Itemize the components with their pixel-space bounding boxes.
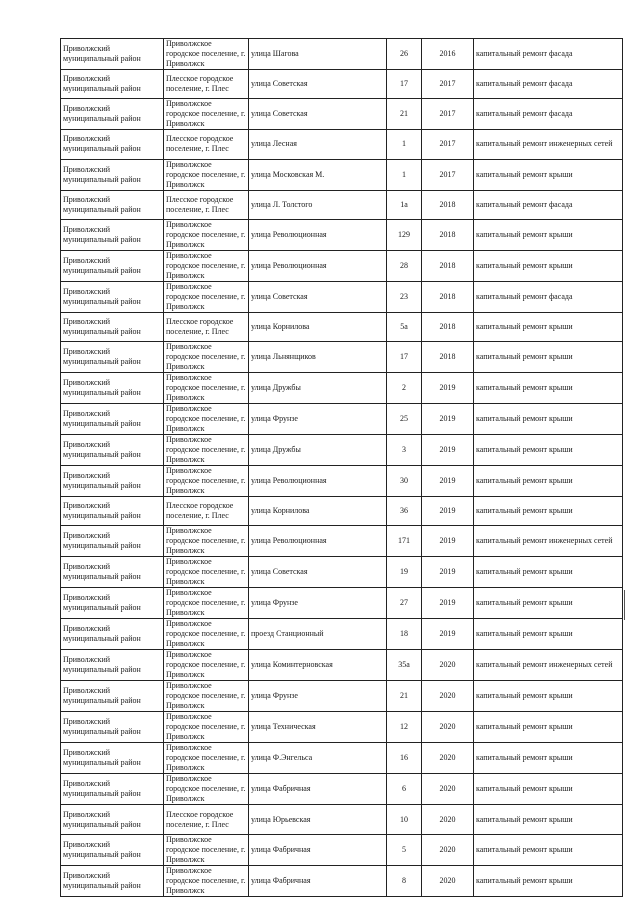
cell-house-number: 30 [387, 466, 422, 497]
cell-district: Приволжский муниципальный район [61, 250, 164, 281]
cell-settlement: Приволжское городское поселение, г. Приволжск [164, 834, 249, 865]
cell-district: Приволжский муниципальный район [61, 435, 164, 466]
cell-work-type: капитальный ремонт крыши [474, 712, 623, 743]
cell-district: Приволжский муниципальный район [61, 588, 164, 619]
cell-work-type: капитальный ремонт крыши [474, 588, 623, 619]
cell-house-number: 21 [387, 99, 422, 130]
cell-house-number: 17 [387, 342, 422, 373]
cell-work-type: капитальный ремонт инженерных сетей [474, 650, 623, 681]
cell-district: Приволжский муниципальный район [61, 130, 164, 159]
cell-district: Приволжский муниципальный район [61, 743, 164, 774]
cell-house-number: 23 [387, 281, 422, 312]
cell-work-type: капитальный ремонт крыши [474, 435, 623, 466]
cell-year: 2020 [422, 743, 474, 774]
cell-year: 2017 [422, 130, 474, 159]
table-row [61, 526, 623, 557]
cell-year: 2020 [422, 805, 474, 834]
cell-year: 2020 [422, 681, 474, 712]
cell-year: 2019 [422, 619, 474, 650]
cell-street: улица Советская [249, 70, 387, 99]
cell-settlement: Приволжское городское поселение, г. Приволжск [164, 342, 249, 373]
cell-work-type: капитальный ремонт крыши [474, 834, 623, 865]
cell-settlement: Приволжское городское поселение, г. Приволжск [164, 373, 249, 404]
registry-body [61, 39, 623, 897]
cell-street: улица Московская М. [249, 159, 387, 190]
cell-district: Приволжский муниципальный район [61, 99, 164, 130]
cell-settlement: Плесское городское поселение, г. Плес [164, 497, 249, 526]
cell-work-type: капитальный ремонт инженерных сетей [474, 526, 623, 557]
cell-settlement: Приволжское городское поселение, г. Приволжск [164, 681, 249, 712]
cell-house-number: 6 [387, 774, 422, 805]
margin-mark [624, 590, 625, 620]
cell-street: улица Советская [249, 99, 387, 130]
cell-work-type: капитальный ремонт крыши [474, 373, 623, 404]
cell-street: улица Революционная [249, 526, 387, 557]
cell-year: 2019 [422, 435, 474, 466]
cell-year: 2019 [422, 373, 474, 404]
cell-settlement: Приволжское городское поселение, г. Приволжск [164, 435, 249, 466]
cell-house-number: 25 [387, 404, 422, 435]
cell-year: 2020 [422, 834, 474, 865]
cell-work-type: капитальный ремонт крыши [474, 312, 623, 341]
cell-settlement: Приволжское городское поселение, г. Приволжск [164, 99, 249, 130]
table-row [61, 743, 623, 774]
table-row [61, 130, 623, 159]
cell-house-number: 16 [387, 743, 422, 774]
cell-street: улица Дружбы [249, 435, 387, 466]
cell-year: 2020 [422, 865, 474, 896]
table-row [61, 404, 623, 435]
cell-year: 2018 [422, 219, 474, 250]
table-row [61, 588, 623, 619]
cell-settlement: Приволжское городское поселение, г. Приволжск [164, 743, 249, 774]
cell-settlement: Плесское городское поселение, г. Плес [164, 805, 249, 834]
cell-work-type: капитальный ремонт крыши [474, 865, 623, 896]
cell-district: Приволжский муниципальный район [61, 712, 164, 743]
cell-street: проезд Станционный [249, 619, 387, 650]
cell-district: Приволжский муниципальный район [61, 557, 164, 588]
table-row [61, 834, 623, 865]
table-row [61, 312, 623, 341]
cell-street: улица Фрунзе [249, 588, 387, 619]
cell-settlement: Приволжское городское поселение, г. Приволжск [164, 250, 249, 281]
cell-year: 2019 [422, 526, 474, 557]
table-row [61, 712, 623, 743]
table-row [61, 865, 623, 896]
cell-house-number: 28 [387, 250, 422, 281]
cell-settlement: Приволжское городское поселение, г. Приволжск [164, 526, 249, 557]
cell-house-number: 36 [387, 497, 422, 526]
cell-street: улица Революционная [249, 219, 387, 250]
cell-settlement: Приволжское городское поселение, г. Приволжск [164, 281, 249, 312]
cell-settlement: Приволжское городское поселение, г. Приволжск [164, 865, 249, 896]
cell-district: Приволжский муниципальный район [61, 865, 164, 896]
cell-work-type: капитальный ремонт крыши [474, 250, 623, 281]
cell-street: улица Ф.Энгельса [249, 743, 387, 774]
cell-work-type: капитальный ремонт крыши [474, 557, 623, 588]
cell-house-number: 1 [387, 159, 422, 190]
cell-work-type: капитальный ремонт крыши [474, 342, 623, 373]
cell-street: улица Революционная [249, 466, 387, 497]
cell-district: Приволжский муниципальный район [61, 650, 164, 681]
cell-house-number: 10 [387, 805, 422, 834]
cell-district: Приволжский муниципальный район [61, 70, 164, 99]
cell-settlement: Плесское городское поселение, г. Плес [164, 70, 249, 99]
cell-street: улица Революционная [249, 250, 387, 281]
cell-year: 2018 [422, 342, 474, 373]
cell-work-type: капитальный ремонт фасада [474, 99, 623, 130]
cell-year: 2020 [422, 712, 474, 743]
cell-district: Приволжский муниципальный район [61, 281, 164, 312]
table-row [61, 466, 623, 497]
cell-house-number: 3 [387, 435, 422, 466]
table-row [61, 219, 623, 250]
cell-street: улица Фабричная [249, 834, 387, 865]
cell-year: 2019 [422, 404, 474, 435]
table-row [61, 342, 623, 373]
cell-district: Приволжский муниципальный район [61, 159, 164, 190]
cell-settlement: Плесское городское поселение, г. Плес [164, 190, 249, 219]
cell-house-number: 8 [387, 865, 422, 896]
cell-year: 2018 [422, 281, 474, 312]
cell-settlement: Приволжское городское поселение, г. Приволжск [164, 774, 249, 805]
cell-work-type: капитальный ремонт крыши [474, 619, 623, 650]
cell-street: улица Л. Толстого [249, 190, 387, 219]
cell-house-number: 1 [387, 130, 422, 159]
table-row [61, 497, 623, 526]
table-row [61, 681, 623, 712]
cell-house-number: 21 [387, 681, 422, 712]
cell-district: Приволжский муниципальный район [61, 619, 164, 650]
cell-house-number: 129 [387, 219, 422, 250]
cell-work-type: капитальный ремонт крыши [474, 743, 623, 774]
cell-street: улица Корнилова [249, 497, 387, 526]
cell-house-number: 18 [387, 619, 422, 650]
cell-year: 2020 [422, 650, 474, 681]
cell-year: 2020 [422, 774, 474, 805]
table-row [61, 99, 623, 130]
cell-work-type: капитальный ремонт крыши [474, 805, 623, 834]
cell-settlement: Приволжское городское поселение, г. Приволжск [164, 650, 249, 681]
cell-work-type: капитальный ремонт крыши [474, 159, 623, 190]
table-row [61, 190, 623, 219]
cell-work-type: капитальный ремонт фасада [474, 281, 623, 312]
table-row [61, 557, 623, 588]
cell-district: Приволжский муниципальный район [61, 39, 164, 70]
cell-year: 2016 [422, 39, 474, 70]
cell-street: улица Советская [249, 281, 387, 312]
cell-district: Приволжский муниципальный район [61, 526, 164, 557]
cell-street: улица Фрунзе [249, 404, 387, 435]
cell-street: улица Льнянщиков [249, 342, 387, 373]
cell-house-number: 12 [387, 712, 422, 743]
cell-district: Приволжский муниципальный район [61, 312, 164, 341]
cell-street: улица Фрунзе [249, 681, 387, 712]
cell-work-type: капитальный ремонт крыши [474, 774, 623, 805]
cell-district: Приволжский муниципальный район [61, 834, 164, 865]
cell-settlement: Приволжское городское поселение, г. Приволжск [164, 619, 249, 650]
table-row [61, 774, 623, 805]
cell-street: улица Фабричная [249, 865, 387, 896]
cell-house-number: 17 [387, 70, 422, 99]
cell-house-number: 171 [387, 526, 422, 557]
cell-district: Приволжский муниципальный район [61, 190, 164, 219]
table-row [61, 159, 623, 190]
cell-house-number: 27 [387, 588, 422, 619]
cell-work-type: капитальный ремонт крыши [474, 497, 623, 526]
cell-street: улица Юрьевская [249, 805, 387, 834]
cell-street: улица Дружбы [249, 373, 387, 404]
cell-year: 2017 [422, 70, 474, 99]
cell-work-type: капитальный ремонт крыши [474, 219, 623, 250]
cell-district: Приволжский муниципальный район [61, 342, 164, 373]
cell-settlement: Приволжское городское поселение, г. Приволжск [164, 404, 249, 435]
repair-registry-table [60, 38, 623, 897]
cell-street: улица Шагова [249, 39, 387, 70]
cell-street: улица Корнилова [249, 312, 387, 341]
cell-district: Приволжский муниципальный район [61, 497, 164, 526]
cell-settlement: Приволжское городское поселение, г. Приволжск [164, 712, 249, 743]
cell-street: улица Коминтерновская [249, 650, 387, 681]
cell-work-type: капитальный ремонт крыши [474, 466, 623, 497]
cell-district: Приволжский муниципальный район [61, 681, 164, 712]
cell-year: 2018 [422, 312, 474, 341]
table-row [61, 373, 623, 404]
table-row [61, 435, 623, 466]
cell-house-number: 2 [387, 373, 422, 404]
cell-district: Приволжский муниципальный район [61, 404, 164, 435]
cell-year: 2019 [422, 497, 474, 526]
cell-house-number: 19 [387, 557, 422, 588]
cell-work-type: капитальный ремонт инженерных сетей [474, 130, 623, 159]
table-row [61, 619, 623, 650]
cell-street: улица Лесная [249, 130, 387, 159]
table-row [61, 650, 623, 681]
cell-house-number: 1а [387, 190, 422, 219]
cell-year: 2019 [422, 557, 474, 588]
cell-settlement: Приволжское городское поселение, г. Приволжск [164, 219, 249, 250]
cell-district: Приволжский муниципальный район [61, 805, 164, 834]
cell-settlement: Плесское городское поселение, г. Плес [164, 130, 249, 159]
cell-district: Приволжский муниципальный район [61, 373, 164, 404]
cell-settlement: Приволжское городское поселение, г. Приволжск [164, 39, 249, 70]
cell-street: улица Фабричная [249, 774, 387, 805]
cell-settlement: Приволжское городское поселение, г. Приволжск [164, 159, 249, 190]
cell-work-type: капитальный ремонт фасада [474, 190, 623, 219]
cell-work-type: капитальный ремонт фасада [474, 39, 623, 70]
cell-year: 2019 [422, 466, 474, 497]
cell-work-type: капитальный ремонт крыши [474, 404, 623, 435]
table-row [61, 39, 623, 70]
table-row [61, 250, 623, 281]
cell-house-number: 35а [387, 650, 422, 681]
cell-district: Приволжский муниципальный район [61, 466, 164, 497]
cell-street: улица Техническая [249, 712, 387, 743]
cell-house-number: 26 [387, 39, 422, 70]
cell-settlement: Приволжское городское поселение, г. Приволжск [164, 588, 249, 619]
cell-district: Приволжский муниципальный район [61, 219, 164, 250]
cell-settlement: Плесское городское поселение, г. Плес [164, 312, 249, 341]
cell-year: 2019 [422, 588, 474, 619]
cell-work-type: капитальный ремонт фасада [474, 70, 623, 99]
cell-year: 2017 [422, 159, 474, 190]
cell-house-number: 5 [387, 834, 422, 865]
cell-settlement: Приволжское городское поселение, г. Приволжск [164, 466, 249, 497]
cell-house-number: 5а [387, 312, 422, 341]
cell-year: 2017 [422, 99, 474, 130]
cell-year: 2018 [422, 250, 474, 281]
cell-district: Приволжский муниципальный район [61, 774, 164, 805]
table-row [61, 805, 623, 834]
table-row [61, 70, 623, 99]
table-row [61, 281, 623, 312]
cell-year: 2018 [422, 190, 474, 219]
cell-street: улица Советская [249, 557, 387, 588]
cell-settlement: Приволжское городское поселение, г. Приволжск [164, 557, 249, 588]
cell-work-type: капитальный ремонт крыши [474, 681, 623, 712]
